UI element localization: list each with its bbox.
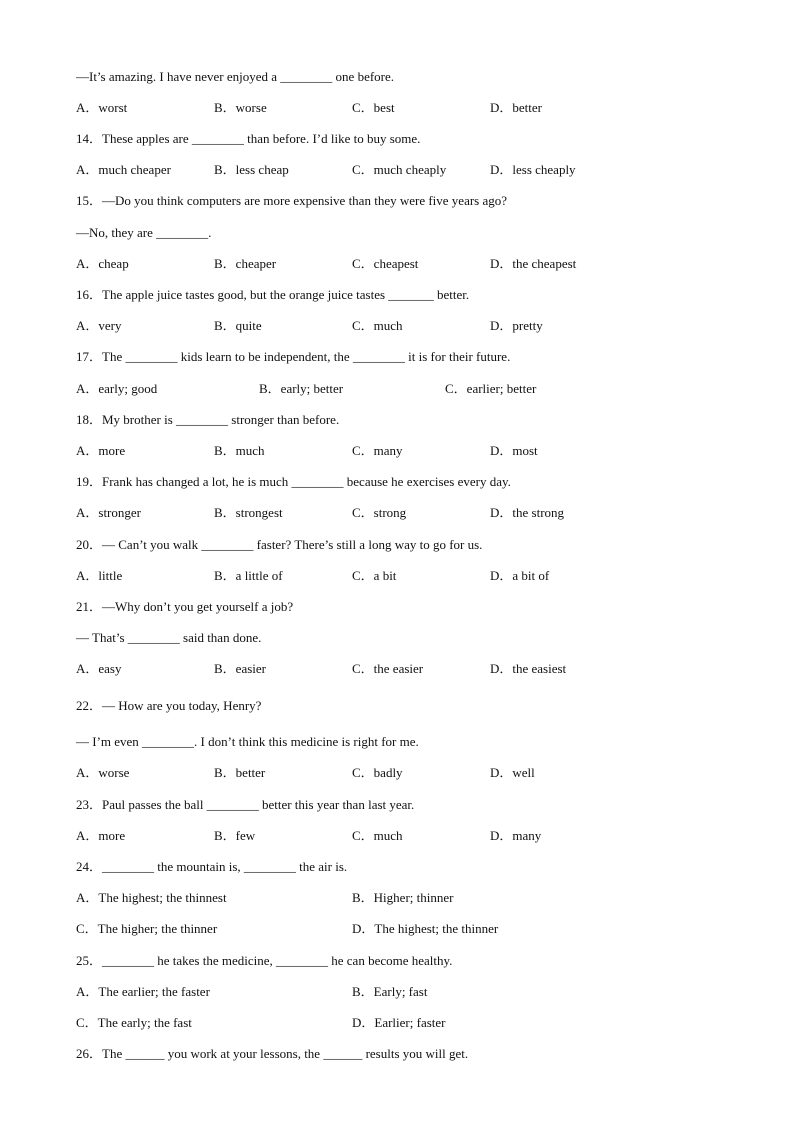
question-line: 24．________ the mountain is, ________ the air is. (76, 859, 348, 874)
question-line: — I’m even ________. I don’t think this medicine is right for me. (76, 734, 419, 749)
answer-option: D．many (490, 828, 542, 843)
answer-option: A．cheap (76, 256, 129, 271)
answer-option: A．worse (76, 765, 130, 780)
answer-option: A．more (76, 828, 126, 843)
answer-option: C．badly (352, 765, 403, 780)
answer-option: B．Higher; thinner (352, 890, 454, 905)
answer-option: C．a bit (352, 568, 397, 583)
answer-option: A．more (76, 443, 126, 458)
answer-option: C．strong (352, 505, 407, 520)
answer-option: A．The highest; the thinnest (76, 890, 227, 905)
answer-option: B．worse (214, 100, 267, 115)
question-line: 18．My brother is ________ stronger than before. (76, 412, 340, 427)
answer-option: D．Earlier; faster (352, 1015, 446, 1030)
answer-option: A．little (76, 568, 123, 583)
answer-option: C．the easier (352, 661, 424, 676)
answer-option: B．much (214, 443, 265, 458)
answer-option: A．The earlier; the faster (76, 984, 210, 999)
question-line: —No, they are ________. (76, 225, 212, 240)
question-line: 20．— Can’t you walk ________ faster? There’s still a long way to go for us. (76, 537, 483, 552)
answer-option: C．many (352, 443, 403, 458)
question-line: 23．Paul passes the ball ________ better this year than last year. (76, 797, 415, 812)
question-line: 26．The ______ you work at your lessons, the ______ results you will get. (76, 1046, 469, 1061)
answer-option: D．most (490, 443, 538, 458)
answer-option: D．the cheapest (490, 256, 577, 271)
question-line: —It’s amazing. I have never enjoyed a ________ one before. (76, 69, 395, 84)
question-line: 22．— How are you today, Henry? (76, 698, 262, 713)
answer-option: B．early; better (259, 381, 344, 396)
answer-option: D．a bit of (490, 568, 550, 583)
answer-option: B．better (214, 765, 266, 780)
answer-option: D．well (490, 765, 535, 780)
question-line: 19．Frank has changed a lot, he is much ________ because he exercises every day. (76, 474, 511, 489)
answer-option: B．few (214, 828, 256, 843)
answer-option: A．very (76, 318, 122, 333)
answer-option: A．much cheaper (76, 162, 171, 177)
answer-option: B．strongest (214, 505, 283, 520)
answer-option: A．worst (76, 100, 128, 115)
question-line: 16．The apple juice tastes good, but the orange juice tastes _______ better. (76, 287, 470, 302)
answer-option: A．easy (76, 661, 122, 676)
answer-option: D．the strong (490, 505, 565, 520)
answer-option: A．early; good (76, 381, 158, 396)
answer-option: B．cheaper (214, 256, 277, 271)
question-line: 14．These apples are ________ than before. I’d like to buy some. (76, 131, 421, 146)
question-line: 21．—Why don’t you get yourself a job? (76, 599, 294, 614)
question-line: 17．The ________ kids learn to be independent, the ________ it is for their future. (76, 349, 511, 364)
answer-option: D．less cheaply (490, 162, 576, 177)
answer-option: B．less cheap (214, 162, 289, 177)
answer-option: B．easier (214, 661, 266, 676)
answer-option: D．The highest; the thinner (352, 921, 499, 936)
answer-option: C．The early; the fast (76, 1015, 192, 1030)
answer-option: D．pretty (490, 318, 543, 333)
question-line: 15．—Do you think computers are more expensive than they were five years ago? (76, 193, 508, 208)
question-line: 25．________ he takes the medicine, ________ he can become healthy. (76, 953, 453, 968)
answer-option: C．much (352, 828, 403, 843)
answer-option: C．best (352, 100, 395, 115)
answer-option: C．much (352, 318, 403, 333)
answer-option: C．The higher; the thinner (76, 921, 218, 936)
answer-option: D．the easiest (490, 661, 567, 676)
answer-option: B．a little of (214, 568, 283, 583)
answer-option: B．quite (214, 318, 262, 333)
answer-option: A．stronger (76, 505, 141, 520)
answer-option: C．cheapest (352, 256, 419, 271)
answer-option: C．much cheaply (352, 162, 447, 177)
answer-option: C．earlier; better (445, 381, 537, 396)
answer-option: D．better (490, 100, 542, 115)
answer-option: B．Early; fast (352, 984, 428, 999)
question-line: — That’s ________ said than done. (76, 630, 262, 645)
